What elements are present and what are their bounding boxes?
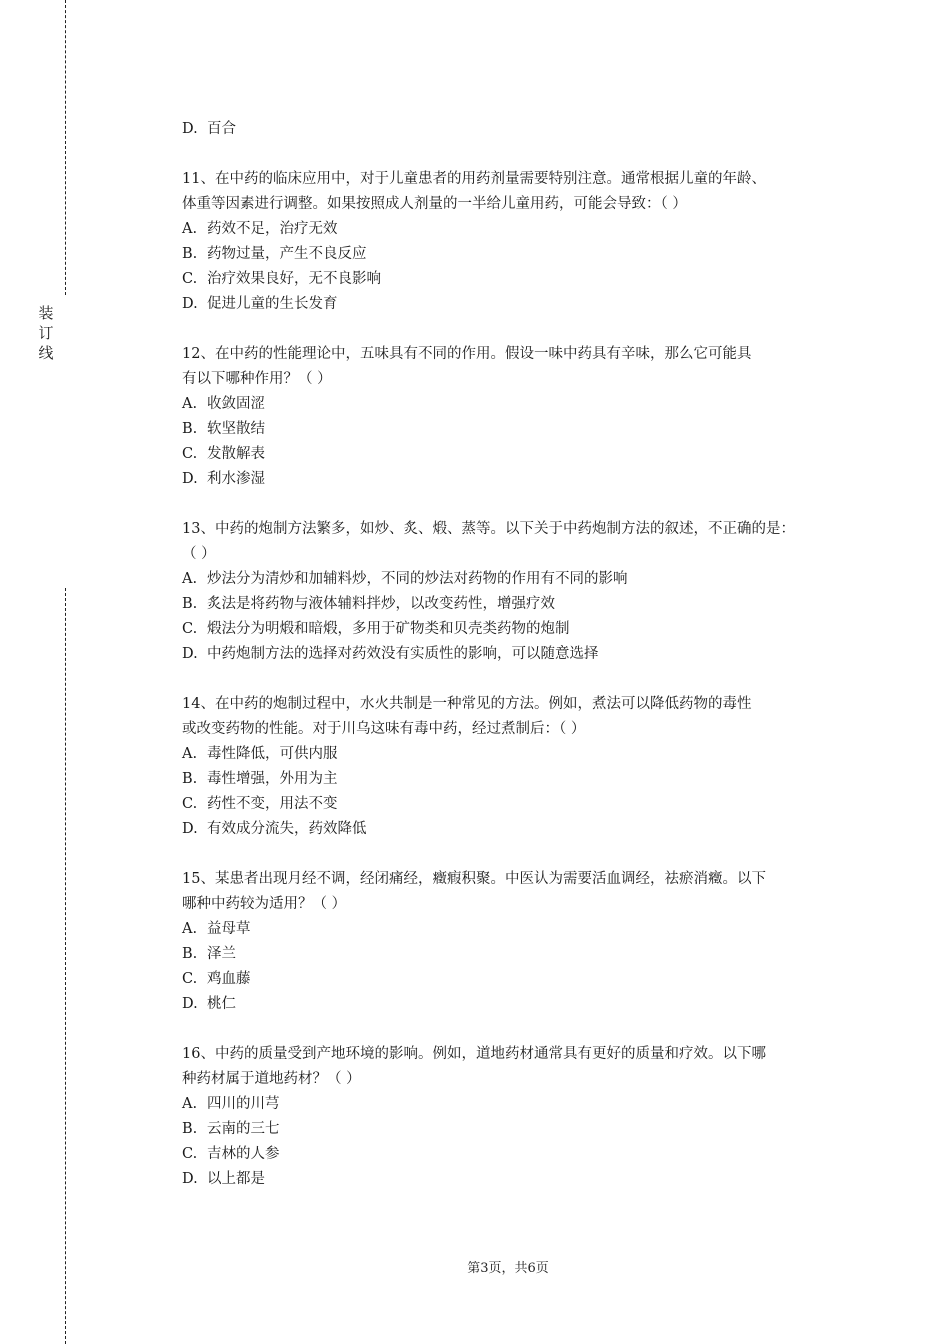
question-stem: 有以下哪种作用？（ ） — [182, 371, 332, 387]
option-text: 软坚散结 — [207, 421, 265, 437]
question-stem: 15、某患者出现月经不调，经闭痛经，癥瘕积聚。中医认为需要活血调经，祛瘀消癥。以下 — [182, 871, 766, 887]
question-16 — [182, 1042, 852, 1192]
option-b — [182, 767, 852, 792]
option-letter: D. — [182, 1171, 198, 1187]
option-text: 泽兰 — [207, 946, 236, 962]
option-letter: B. — [182, 246, 198, 262]
option-letter: A. — [182, 396, 198, 412]
question-stem: 或改变药物的性能。对于川乌这味有毒中药，经过煮制后：（ ） — [182, 721, 586, 737]
option-letter: C. — [182, 1146, 198, 1162]
question-14 — [182, 692, 852, 842]
option-text: 以上都是 — [207, 1171, 265, 1187]
option-text: 毒性增强，外用为主 — [207, 771, 338, 787]
option-c — [182, 967, 852, 992]
question-stem: 12、在中药的性能理论中，五味具有不同的作用。假设一味中药具有辛味，那么它可能具 — [182, 346, 752, 362]
option-text: 药性不变，用法不变 — [207, 796, 338, 812]
question-stem: 16、中药的质量受到产地环境的影响。例如，道地药材通常具有更好的质量和疗效。以下哪 — [182, 1046, 766, 1062]
option-text: 中药炮制方法的选择对药效没有实质性的影响，可以随意选择 — [207, 646, 599, 662]
binding-char: 线 — [38, 344, 54, 362]
option-d — [182, 642, 852, 667]
option-letter: A. — [182, 571, 198, 587]
option-letter: B. — [182, 1121, 198, 1137]
option-b — [182, 592, 852, 617]
option-letter: C. — [182, 446, 198, 462]
question-15 — [182, 867, 852, 1017]
exam-content — [182, 117, 852, 1192]
option-text: 吉林的人参 — [207, 1146, 280, 1162]
option-letter: B. — [182, 946, 198, 962]
page-number: 第3页，共6页 — [467, 1261, 549, 1276]
option-b — [182, 242, 852, 267]
option-a — [182, 392, 852, 417]
question-stem: 哪种中药较为适用？（ ） — [182, 896, 347, 912]
option-letter: A. — [182, 921, 198, 937]
option-c — [182, 1142, 852, 1167]
option-letter: C. — [182, 971, 198, 987]
option-text: 桃仁 — [207, 996, 236, 1012]
option-letter: C. — [182, 271, 198, 287]
binding-line-label — [37, 303, 55, 363]
option-b — [182, 942, 852, 967]
option-letter: D. — [182, 646, 198, 662]
option-c — [182, 267, 852, 292]
option-text: 利水渗湿 — [207, 471, 265, 487]
option-text: 药效不足，治疗无效 — [207, 221, 338, 237]
question-13 — [182, 517, 852, 667]
option-c — [182, 617, 852, 642]
option-d — [182, 992, 852, 1017]
binding-char: 订 — [38, 324, 54, 342]
option-text: 发散解表 — [207, 446, 265, 462]
option-text: 炒法分为清炒和加辅料炒，不同的炒法对药物的作用有不同的影响 — [207, 571, 628, 587]
option-text: 有效成分流失，药效降低 — [207, 821, 367, 837]
binding-dashed-line-bottom — [65, 588, 66, 1344]
option-letter: A. — [182, 746, 198, 762]
question-stem: 11、在中药的临床应用中，对于儿童患者的用药剂量需要特别注意。通常根据儿童的年龄、 — [182, 171, 766, 187]
option-d — [182, 817, 852, 842]
option-text: 云南的三七 — [207, 1121, 280, 1137]
option-letter: D. — [182, 296, 198, 312]
option-letter: D. — [182, 996, 198, 1012]
prev-question-option-d — [182, 117, 852, 142]
option-a — [182, 1092, 852, 1117]
option-letter: D. — [182, 471, 198, 487]
option-text: 促进儿童的生长发育 — [207, 296, 338, 312]
option-letter: D. — [182, 121, 198, 137]
option-letter: B. — [182, 596, 198, 612]
question-12 — [182, 342, 852, 492]
option-text: 毒性降低，可供内服 — [207, 746, 338, 762]
option-a — [182, 567, 852, 592]
option-letter: B. — [182, 421, 198, 437]
option-letter: C. — [182, 621, 198, 637]
option-text: 百合 — [207, 121, 236, 137]
option-text: 鸡血藤 — [207, 971, 251, 987]
binding-char: 装 — [38, 304, 54, 322]
option-a — [182, 217, 852, 242]
question-stem: 体重等因素进行调整。如果按照成人剂量的一半给儿童用药，可能会导致：（ ） — [182, 196, 687, 212]
option-text: 四川的川芎 — [207, 1096, 280, 1112]
option-letter: B. — [182, 771, 198, 787]
question-stem: 13、中药的炮制方法繁多，如炒、炙、煅、蒸等。以下关于中药炮制方法的叙述，不正确的是： — [182, 521, 795, 537]
question-stem: 14、在中药的炮制过程中，水火共制是一种常见的方法。例如，煮法可以降低药物的毒性 — [182, 696, 752, 712]
option-letter: A. — [182, 221, 198, 237]
question-11 — [182, 167, 852, 317]
option-letter: A. — [182, 1096, 198, 1112]
option-d — [182, 1167, 852, 1192]
option-b — [182, 417, 852, 442]
option-text: 药物过量，产生不良反应 — [207, 246, 367, 262]
option-d — [182, 467, 852, 492]
option-letter: D. — [182, 821, 198, 837]
option-c — [182, 442, 852, 467]
option-text: 益母草 — [207, 921, 251, 937]
option-text: 治疗效果良好，无不良影响 — [207, 271, 381, 287]
option-text: 炙法是将药物与液体辅料拌炒，以改变药性，增强疗效 — [207, 596, 555, 612]
option-b — [182, 1117, 852, 1142]
question-stem: （ ） — [182, 546, 216, 562]
option-letter: C. — [182, 796, 198, 812]
option-a — [182, 742, 852, 767]
option-text: 煅法分为明煅和暗煅，多用于矿物类和贝壳类药物的炮制 — [207, 621, 570, 637]
binding-dashed-line-top — [65, 0, 66, 295]
option-d — [182, 292, 852, 317]
option-text: 收敛固涩 — [207, 396, 265, 412]
option-a — [182, 917, 852, 942]
option-c — [182, 792, 852, 817]
question-stem: 种药材属于道地药材？（ ） — [182, 1071, 361, 1087]
